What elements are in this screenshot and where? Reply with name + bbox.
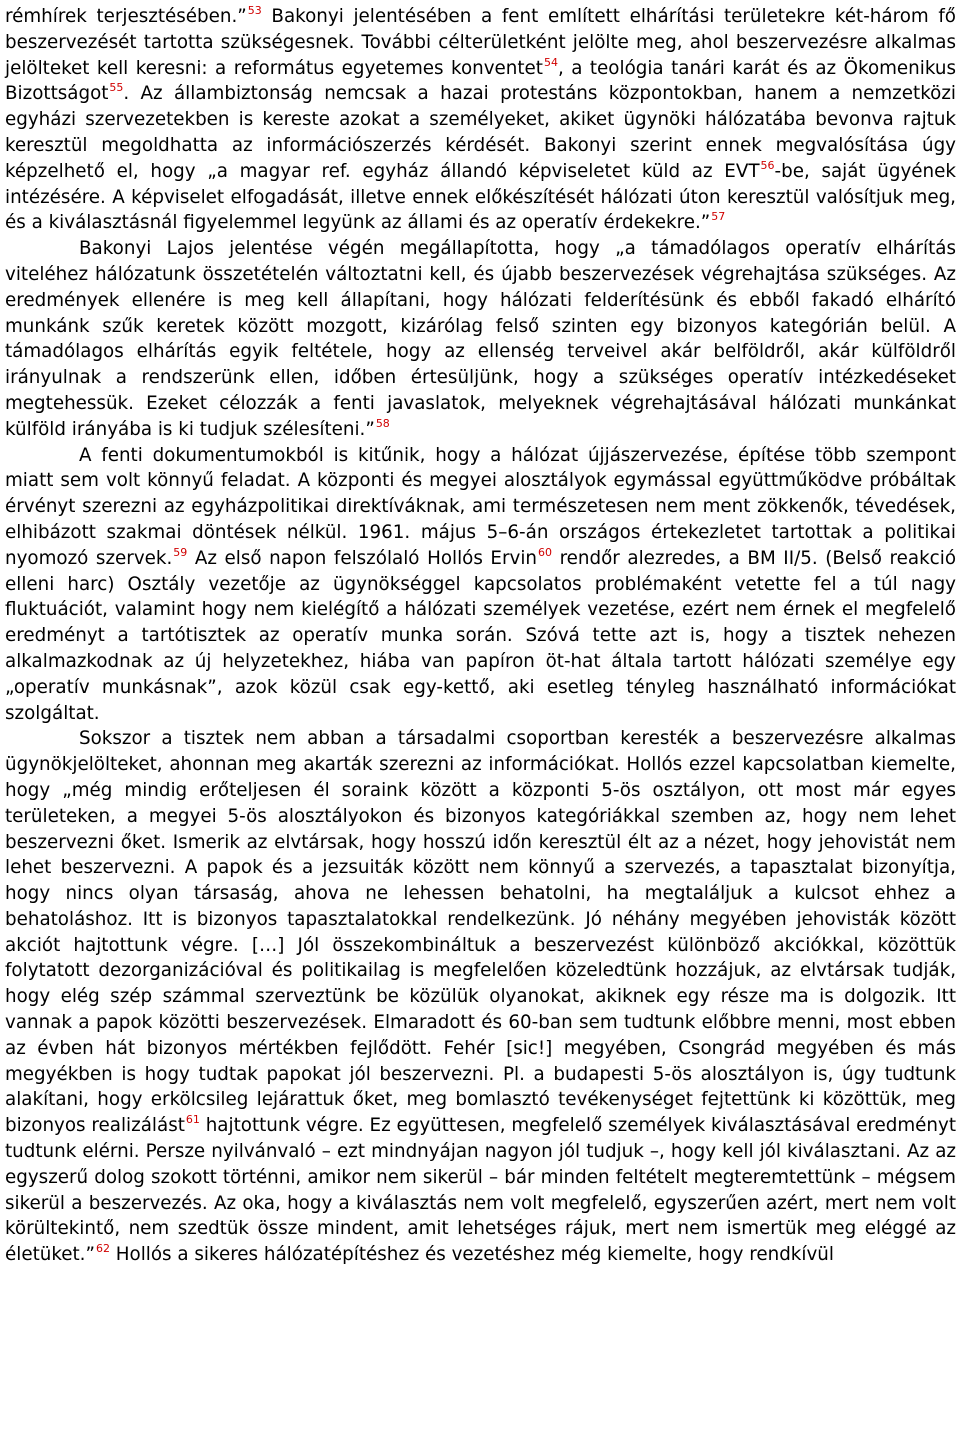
paragraph-text: Az első napon felszólaló Hollós Ervin	[187, 547, 537, 569]
footnote-reference[interactable]: 54	[543, 55, 558, 69]
paragraph-text: Bakonyi jelentésében a fent említett elhárítási területekre két-három fő beszervezését tartotta szükségesnek. További célterületként jelölte meg, ahol beszervezésre alkalmas jelölteket kell keresni: a református egyetemes konventet	[5, 6, 956, 79]
body-paragraph	[5, 236, 956, 442]
footnote-reference[interactable]: 57	[711, 210, 726, 224]
footnote-reference[interactable]: 59	[173, 545, 188, 559]
paragraph-text: -be, saját ügyének intézésére. A képviselet elfogadását, illetve ennek előkészítését hálózati úton keresztül valósítjuk meg, és a kiválasztásnál figyelemmel legyünk az állami és az operatív érdekekre.”	[5, 160, 956, 234]
footnote-reference[interactable]: 53	[247, 4, 262, 18]
footnote-reference[interactable]: 55	[109, 81, 124, 95]
paragraph-text: rémhírek terjesztésében.”	[5, 6, 247, 27]
body-paragraph	[5, 4, 956, 236]
footnote-reference[interactable]: 61	[185, 1113, 200, 1127]
body-paragraph	[5, 443, 956, 727]
paragraph-text: Bakonyi Lajos jelentése végén megállapította, hogy „a támadólagos operatív elhárítás viteléhez hálózatunk összetételén változtatni kell, és újabb beszervezések végrehajtása szükséges. Az eredmények ellenére is meg kell állapítani, hogy hálózati felderítésünk és ebből fakadó elhárító munkánk szűk keretek között mozgott, kizárólag felső szinten egy bizonyos kategórián belül. A támadólagos elhárítás egyik feltétele, hogy az ellenség terveivel akár belföldről, akár külföldről irányulnak a rendszerünk ellen, időben értesüljünk, hogy a szükséges operatív intézkedéseket megtehessük. Ezeket célozzák a fenti javaslatok, melyeknek végrehajtásával hálózati munkánkat külföld irányába is ki tudjuk szélesíteni.”	[5, 238, 956, 440]
paragraph-text: Hollós a sikeres hálózatépítéshez és vezetéshez még kiemelte, hogy rendkívül	[109, 1244, 834, 1266]
footnote-reference[interactable]: 62	[95, 1242, 110, 1256]
paragraph-text: hajtottunk végre. Ez együttesen, megfelelő személyek kiválasztásával eredményt tudtunk elérni. Persze nyilvánvaló – ezt mindnyájan nagyon jól tudjuk –, hogy kell jól kiválasztani. Az az egyszerű dolog szokott történni, amikor nem sikerül – bár minden feltételt megteremtettünk – mégsem sikerül a beszervezés. Az oka, hogy a kiválasztás nem volt megfelelő, egyszerűen azért, mert nem volt körültekintő, nem szedtük össze mindent, amit lehetséges rájuk, mert nem ismertük meg eléggé az életüket.”	[5, 1115, 956, 1266]
footnote-reference[interactable]: 60	[538, 545, 552, 559]
paragraph-text: A fenti dokumentumokból is kitűnik, hogy a hálózat újjászervezése, építése több szempont miatt sem volt könnyű feladat. A központi és megyei alosztályok egymással együttműködve próbáltak érvényt szerezni az egyházpolitikai direktíváknak, ami természetesen nem ment zökkenők, tévedések, elhibázott szakmai döntések nélkül. 1961. május 5–6-án országos értekezletet tartottak a politikai nyomozó szervek.	[5, 444, 956, 569]
footnote-reference[interactable]: 58	[375, 416, 390, 430]
paragraph-text: , a teológia tanári karát és az Ökomenikus Bizottságot	[5, 57, 956, 105]
paragraph-text: rendőr alezredes, a BM II/5. (Belső reakció elleni harc) Osztály vezetője az ügynökséggel kapcsolatos problémaként vetette fel a túl nagy fluktuációt, valamint hogy nem kielégítő a hálózati személyek vezetése, ezért nem érnek el megfelelő eredményt a tartótisztek az operatív munka során. Szóvá tette azt is, hogy a tisztek nehezen alkalmazkodnak az új helyzetekhez, hiába van papíron öt-hat általa tartott hálózati személye egy „operatív munkásnak”, azok közül csak egy-kettő, aki esetleg tényleg használható információkat szolgáltat.	[5, 547, 957, 724]
body-paragraph	[5, 726, 956, 1268]
footnote-reference[interactable]: 56	[760, 158, 775, 172]
paragraph-text: . Az állambiztonság nemcsak a hazai protestáns központokban, hanem a nemzetközi egyházi szervezetekben is kereste azokat a személyeket, akiket ügynöki hálózatába bevonva rajtuk keresztül megoldhatta az információszerzés kérdését. Bakonyi szerint ennek megvalósítása úgy képzelhető el, hogy „a magyar ref. egyház állandó képviseletet küld az EVT	[5, 83, 956, 182]
paragraph-text: Sokszor a tisztek nem abban a társadalmi csoportban keresték a beszervezésre alkalmas ügynökjelölteket, ahonnan meg akarták szerezni az információkat. Hollós ezzel kapcsolatban kiemelte, hogy „még mindig erőteljesen él soraink között a központi 5-ös osztályon, ott most már egyes területeken, a megyei 5-ös alosztályokon és bizonyos kategóriákkal szemben az, hogy nem lehet beszervezni őket. Ismerik az elvtársak, hogy hosszú időn keresztül élt az a nézet, hogy jehovistát nem lehet beszervezni. A papok és a jezsuiták között nem könnyű a szervezés, a tapasztalat bizonyítja, hogy nincs olyan társaság, ahova ne lehessen behatolni, ha megtaláljuk a kulcsot ehhez a behatoláshoz. Itt is bizonyos tapasztalatokkal rendelkezünk. Jó néhány megyében jehovisták között akciót hajtottunk végre. […] Jól összekombináltuk a beszervezést különböző akciókkal, közöttük folytatott dezorganizációval és politikailag is megfelelően közeledtünk hozzájuk, az elvtársak tudják, hogy elég szép számmal szerveztünk be közülük olyanokat, akiknek egy része ma is dolgozik. Itt vannak a papok közötti beszervezések. Elmaradott és 60-ban sem tudtunk előbbre menni, most ebben az évben hát bizonyos mértékben fejlődött. Fehér [sic!] megyében, Csongrád megyében és más megyékben is hogy tudtak papokat jól beszervezni. Pl. a budapesti 5-ös alosztályon is, úgy tudtunk alakítani, hogy erkölcsileg lejárattuk őket, meg bomlasztó tevékenységet fejtettünk ki közöttük, meg bizonyos realizálást	[5, 728, 956, 1137]
